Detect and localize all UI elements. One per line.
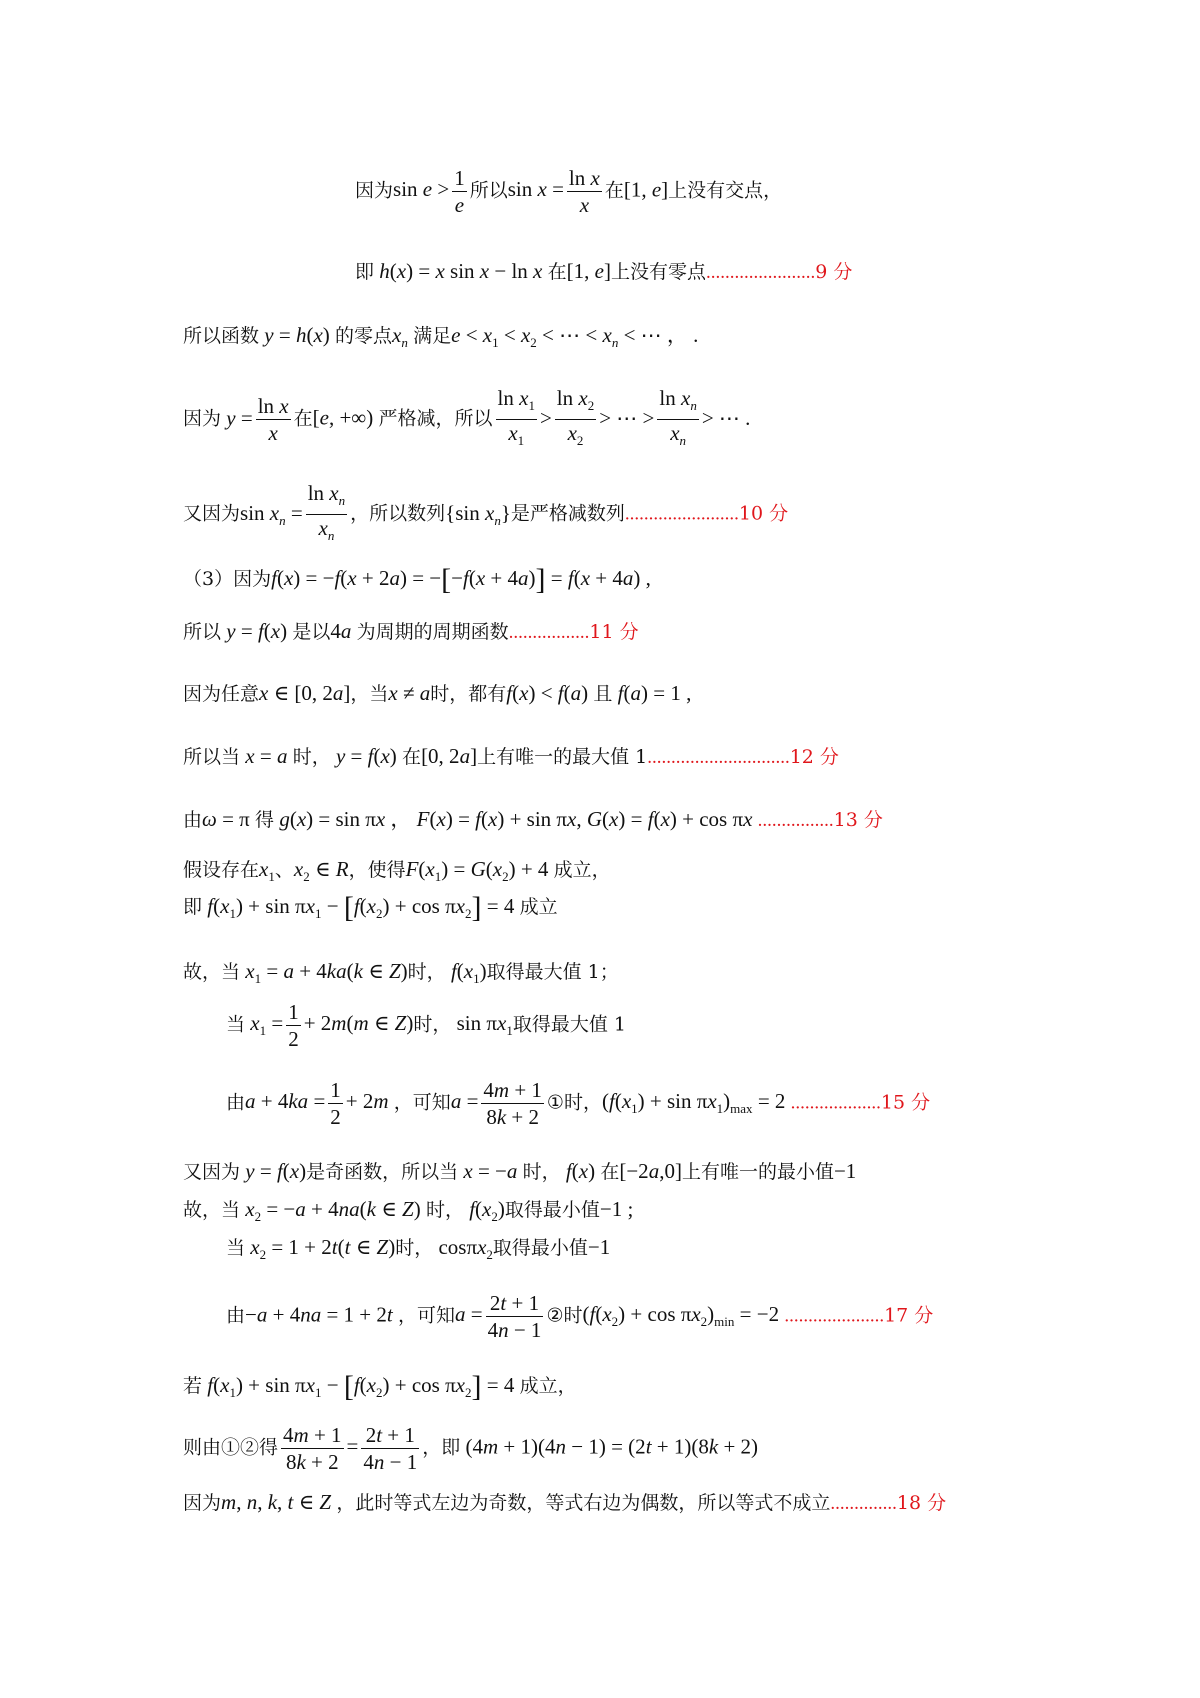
formula: h(x) = x sin x − ln x [379,259,543,283]
line-7 [183,618,639,646]
formula: sin x = $\frac{\text{ln x}}{x}$ [507,166,600,217]
text: 时， [413,1013,452,1036]
text: 又因为 [183,1161,241,1183]
formula: $x_1 = a + 4ka(k$ ∈ Z) [245,959,408,987]
formula: $(f(x_2) + \cos \pi x_2)_{min} = -2$ [582,1302,785,1330]
text: 所以当 [183,746,241,768]
text: 假设存在 [183,859,260,881]
formula: [0, 2a] [421,744,478,768]
formula: f(x) < f(a) [506,681,594,705]
text: 即 [183,896,203,918]
score: 15 分 [880,1091,931,1114]
line-10 [183,806,883,834]
text: 是以 [292,621,331,643]
line-11 [183,856,611,890]
line-19 [226,1290,933,1343]
formula: [e, +∞) [312,405,379,430]
line-9 [183,743,839,771]
leader-dots: .............. [830,1493,897,1514]
text: 所以 [183,621,222,643]
formula: a = $\frac{2t + 1}{4n - 1}$ [455,1291,542,1342]
text: 故，当 [183,961,241,983]
text: 由 [183,809,203,831]
text: 时，都有 [430,683,507,705]
text: 在 [293,407,313,430]
text: ，所以数列 [350,502,446,525]
text: 取得最小值 [492,1237,588,1259]
formula: $\frac{\ln x_1}{x_1}$ > $\frac{\ln x_2}{x_2}$ > ⋯ > $\frac{\ln x_n}{x_n}$ > ⋯ . [497,386,751,449]
text: 是奇函数，所以当 [306,1161,459,1183]
formula: [−2a,0] [619,1159,682,1183]
formula: y = f(x) [245,1159,307,1183]
formula: [1, e] [623,177,669,202]
formula: x ∈ [0, 2a] [259,681,351,705]
text: 得 [255,809,275,831]
formula: $x_n$ [392,323,408,351]
formula: $f(x_1) + \sin \pi x_1 - [f(x_2) + \cos \pi x_2] = 4$ [207,891,520,924]
formula: y = $\frac{\text{ln x}}{x}$ [226,394,289,446]
text: 取得最大值 1； [486,961,619,983]
text: 为周期的周期函数 [356,621,509,643]
formula: y = f(x) [335,744,403,768]
formula: $\frac{4m + 1}{8k + 2}$ = $\frac{2t + 1}{4n - 1}$ [283,1423,418,1474]
text: 因为 [183,407,222,430]
text: ，此时等式左边为奇数，等式右边为偶数，所以等式不成立 [336,1492,831,1514]
line-1 [355,165,782,218]
text: 成立， [553,859,611,881]
formula: $x_2 = 1 + 2t(t$ ∈ Z) [250,1235,396,1263]
formula: $x_2$ ∈ R [293,857,349,885]
text: 在 [402,746,422,768]
line-17 [183,1196,633,1230]
text: ，可知 [397,1304,455,1327]
text: 时， [522,1161,561,1183]
text: 时， [395,1237,434,1259]
line-21 [183,1422,758,1475]
line-15 [226,1077,930,1130]
text: 上没有零点 [610,261,706,283]
formula: y = f(x) [226,619,293,643]
leader-dots: ........................ [624,503,739,525]
leader-dots: .............................. [647,747,790,768]
formula: sin e > $\frac{1}{e}$ [393,166,465,217]
formula: $(f(x_1) + \sin \pi x_1)_{max} = 2$ [601,1089,791,1117]
text: 因为任意 [183,683,260,705]
formula: x ≠ a [388,681,431,705]
text: ，可知 [393,1091,451,1114]
text: 所以函数 [183,325,260,347]
text: 严格减，所以 [378,407,493,430]
text: 成立 [519,896,558,918]
formula: 4a [330,619,352,643]
formula: $\sin x_n$ = $\frac{\ln x_n}{x_n}$ [240,481,346,544]
score: 13 分 [833,809,883,831]
formula: −1 ; [599,1197,634,1221]
score: 17 分 [884,1304,934,1327]
text: ②时 [546,1304,583,1327]
leader-dots: ....................... [705,262,816,283]
text: ，即 [422,1436,461,1459]
text: （3）因为 [183,568,272,590]
formula: $x_1$ = $\frac{1}{2}$ + 2m(m ∈ Z) [250,1000,414,1051]
text: 又因为 [183,502,241,525]
formula: f(x) [565,1159,601,1183]
text: 且 [593,683,613,705]
text: 时， [292,746,331,768]
text: 在 [604,179,624,202]
text: 时， [407,961,446,983]
text: 上没有交点， [668,179,783,202]
text: ，使得 [348,859,406,881]
line-16 [183,1158,856,1185]
formula: f(x) = −f(x + 2a) = −[−f(x + 4a)] = f(x + 4a) , [271,563,651,596]
text: 取得最大值 1 [512,1013,626,1036]
text: 故，当 [183,1199,241,1221]
line-14 [226,999,626,1052]
formula: ω = π [202,807,256,831]
line-12 [183,893,558,927]
formula: x = −a [463,1159,518,1183]
text: 当 [226,1013,246,1036]
formula: x = a [245,744,288,768]
line-22 [183,1489,946,1517]
score: 11 分 [589,621,639,643]
formula: −1 [833,1159,857,1183]
leader-dots: ..................... [784,1305,885,1327]
line-13 [183,958,619,992]
text: 若 [183,1375,203,1397]
formula: a = $\frac{4m + 1}{8k + 2}$ [450,1078,542,1129]
formula: $x_1$ [259,857,275,885]
score: 18 分 [896,1492,947,1514]
text: 在 [600,1161,620,1183]
line-8 [183,680,691,707]
formula: $e < x_1 < x_2$ < ⋯ < $x_n$ < ⋯ ， . [451,323,699,351]
score: 10 分 [738,502,789,525]
formula: a + 4ka = $\frac{1}{2}$ + 2m [245,1078,389,1129]
formula: $F(x_1) = G(x_2) + 4$ [405,857,554,885]
formula: g(x) = sin πx ， F(x) = f(x) + sin πx, G(x) = f(x) + cos πx [279,807,753,831]
text: 因为 [355,179,394,202]
formula: $f(x_1) + \sin \pi x_1 - [f(x_2) + \cos \pi x_2] = 4$ [207,1370,520,1403]
formula: $x_2 = -a + 4na(k$ ∈ Z) [245,1197,426,1225]
text: 当 [226,1237,246,1259]
formula: (4m + 1)(4n − 1) = (2t + 1)(8k + 2) [460,1434,759,1459]
text: 因为 [183,1492,222,1514]
text: ①时， [546,1091,602,1114]
text: 上有唯一的最小值 [681,1161,834,1183]
line-6 [183,563,651,596]
score: 12 分 [789,746,839,768]
text: 成立， [519,1375,577,1397]
formula: $f(x_2)$ [469,1197,505,1225]
text: 、 [274,859,294,881]
score: 9 分 [815,261,853,283]
text: 取得最小值 [504,1199,600,1221]
text: 则由①②得 [183,1436,279,1459]
text: 所以 [469,179,508,202]
formula: $f(x_1)$ [450,959,487,987]
text: 满足 [413,325,452,347]
text: 在 [547,261,567,283]
text: 由 [226,1091,246,1114]
text: 的零点 [335,325,393,347]
formula: [1, e] [566,259,611,283]
leader-dots: ................ [757,810,834,831]
line-20 [183,1372,577,1406]
formula: cosπx$_2$ [433,1235,493,1263]
line-18 [226,1234,610,1268]
formula: {sin $x_n$} [445,500,511,528]
text: 由 [226,1304,246,1327]
text: ，当 [350,683,389,705]
formula: −1 [587,1235,611,1259]
text: 是严格减数列 [510,502,625,525]
line-3 [183,322,698,356]
leader-dots: ................... [790,1092,881,1114]
line-5 [183,480,788,549]
text: 即 [355,261,375,283]
line-4 [183,385,750,454]
formula: −a + 4na = 1 + 2t [245,1302,393,1327]
formula: y = h(x) [264,323,336,347]
formula: $\sin \pi x_1$ [451,1011,513,1039]
formula: m, n, k, t ∈ Z [221,1490,332,1514]
formula: f(a) = 1 , [617,681,692,705]
line-2 [355,258,852,286]
leader-dots: ................. [508,622,590,643]
text: 上有唯一的最大值 1 [477,746,648,768]
text: 时， [425,1199,464,1221]
